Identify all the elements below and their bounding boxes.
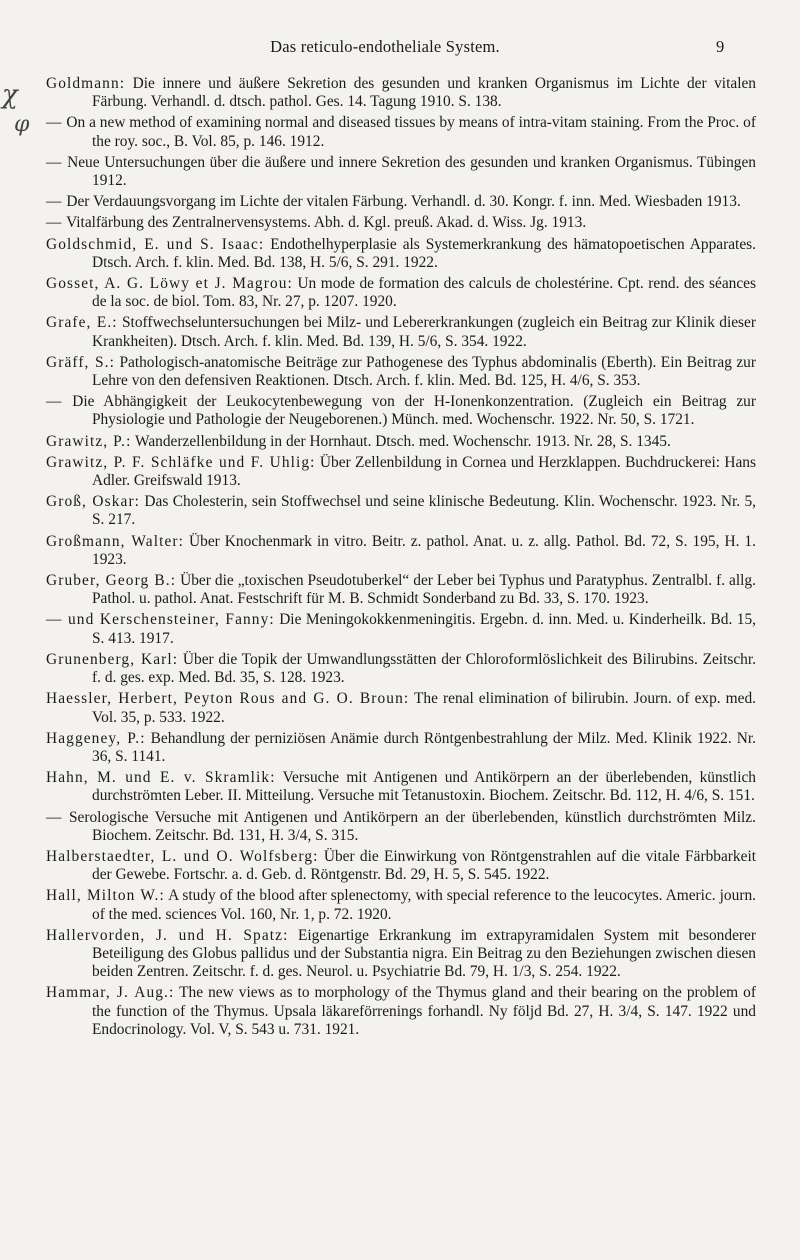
- margin-pencil-mark: χ: [2, 80, 18, 110]
- entry-citation: Die Abhängigkeit der Leukocytenbewegung von der H-Ionenkonzentration. (Zugleich ein Beitrag zur Physiologie und Pathologie der Neugeborenen.) Münch. med. Wochenschr. 1922. Nr. 50, S. 1721.: [72, 393, 756, 429]
- bibliography-entry: [46, 454, 756, 490]
- entry-citation: Wanderzellenbildung in der Hornhaut. Dtsch. med. Wochenschr. 1913. Nr. 28, S. 1345.: [135, 432, 671, 450]
- entry-author: Goldschmid, E. und S. Isaac:: [46, 235, 265, 253]
- entry-author: —: [46, 214, 63, 232]
- entry-author: Hammar, J. Aug.:: [46, 984, 175, 1002]
- entry-author: Hall, Milton W.:: [46, 887, 165, 905]
- entry-citation: A study of the blood after splenectomy, with special reference to the leucocytes. Americ. journ. of the med. sciences Vol. 160, Nr. 1, p. 72. 1920.: [92, 887, 756, 923]
- page-header: [0, 37, 800, 59]
- entry-author: Haessler, Herbert, Peyton Rous and G. O. Broun:: [46, 690, 410, 708]
- bibliography-entry: [46, 887, 756, 923]
- entry-author: —: [46, 808, 63, 826]
- entry-citation: Über die Topik der Umwandlungsstätten der Chloroformlöslichkeit des Bilirubins. Zeitschr. f. d. ges. exp. Med. Bd. 35, S. 128. 1923.: [92, 650, 756, 687]
- entry-citation: Vitalfärbung des Zentralnervensystems. Abh. d. Kgl. preuß. Akad. d. Wiss. Jg. 1913.: [66, 214, 587, 232]
- entry-author: Gräff, S.:: [46, 353, 115, 371]
- bibliography-entry: [46, 848, 756, 884]
- entry-citation: Pathologisch-anatomische Beiträge zur Pathogenese des Typhus abdominalis (Eberth). Ein Beitrag zur Lehre von den defensiven Reaktionen. Dtsch. Arch. f. klin. Med. Bd. 125, H. 4/6, S. 353.: [92, 353, 756, 390]
- entry-author: Groß, Oskar:: [46, 493, 141, 511]
- entry-author: —: [46, 193, 63, 211]
- entry-citation: Endothelhyperplasie als Systemerkrankung des hämatopoetischen Apparates. Dtsch. Arch. f. klin. Med. Bd. 138, H. 5/6, S. 291. 1922.: [92, 235, 756, 271]
- bibliography-entry: [46, 769, 756, 805]
- entry-citation: On a new method of examining normal and diseased tissues by means of intra-vitam staining. From the Proc. of the roy. soc., B. Vol. 85, p. 146. 1912.: [66, 114, 756, 150]
- entry-author: Gosset, A. G. Löwy et J. Magrou:: [46, 275, 293, 293]
- bibliography-entry: [46, 193, 756, 211]
- entry-author: —: [46, 114, 63, 132]
- entry-author: Grafe, E.:: [46, 314, 118, 332]
- entry-citation: Über Zellenbildung in Cornea und Herzklappen. Buchdruckerei: Hans Adler. Greifswald 1913.: [92, 453, 756, 490]
- entry-author: Gruber, Georg B.:: [46, 572, 177, 590]
- entry-citation: Behandlung der perniziösen Anämie durch Röntgenbestrahlung der Milz. Med. Klinik 1922. Nr. 36, S. 1141.: [92, 729, 756, 765]
- entry-citation: Stoffwechseluntersuchungen bei Milz- und Lebererkrankungen (zugleich ein Beitrag zur Klinik dieser Krankheiten). Dtsch. Arch. f. klin. Med. Bd. 139, H. 5/6, S. 354. 1922.: [92, 314, 756, 350]
- entry-citation: Die Meningokokkenmeningitis. Ergebn. d. inn. Med. u. Kinderheilk. Bd. 15, S. 413. 1917.: [92, 611, 756, 647]
- entry-author: —: [46, 153, 63, 171]
- entry-citation: Über Knochenmark in vitro. Beitr. z. pathol. Anat. u. z. allg. Pathol. Bd. 72, S. 195, H. 1. 1923.: [92, 532, 756, 568]
- entry-citation: Versuche mit Antigenen und Antikörpern an der überlebenden, künstlich durchströmten Leber. II. Mitteilung. Versuche mit Tetanustoxin. Biochem. Zeitschr. Bd. 112, H. 4/6, S. 151.: [92, 769, 756, 805]
- bibliography-entry: [46, 314, 756, 350]
- entry-author: Grunenberg, Karl:: [46, 650, 179, 668]
- entry-citation: Der Verdauungsvorgang im Lichte der vitalen Färbung. Verhandl. d. 30. Kongr. f. inn. Med. Wiesbaden 1913.: [66, 193, 741, 211]
- bibliography-entry: [46, 75, 756, 111]
- bibliography-entry: [46, 493, 756, 529]
- entry-citation: The new views as to morphology of the Thymus gland and their bearing on the problem of the function of the Thymus. Upsala läkareförrenings forhandl. Ny följd Bd. 27, H. 3/4, S. 147. 1922 und Endocrinology. Vol. V, S. 543 u. 731. 1921.: [92, 984, 756, 1038]
- bibliography-entry: [46, 214, 756, 232]
- entry-author: —: [46, 393, 63, 411]
- bibliography-entry: [46, 984, 756, 1039]
- bibliography-entry: [46, 236, 756, 272]
- bibliography-entry: [46, 275, 756, 311]
- page-number: 9: [716, 37, 725, 56]
- bibliography-entry: [46, 730, 756, 766]
- bibliography-entry: [46, 690, 756, 726]
- bibliography-entry: [46, 611, 756, 647]
- bibliography-list: [46, 75, 756, 1042]
- margin-pencil-mark: φ: [14, 112, 30, 137]
- entry-author: Grawitz, P. F. Schläfke und F. Uhlig:: [46, 453, 316, 471]
- entry-citation: Eigenartige Erkrankung im extrapyramidalen System mit besonderer Beteiligung des Globus pallidus und der Substantia nigra. Ein Beitrag zu den Beziehungen zwischen diesen beiden Zentren. Zeitschr. f. d. ges. Neurol. u. Psychiatrie Bd. 79, H. 1/3, S. 254. 1922.: [92, 926, 756, 981]
- entry-citation: Das Cholesterin, sein Stoffwechsel und seine klinische Bedeutung. Klin. Wochenschr. 1923. Nr. 5, S. 217.: [92, 493, 756, 529]
- bibliography-entry: [46, 572, 756, 608]
- entry-author: Goldmann:: [46, 75, 126, 92]
- bibliography-entry: [46, 809, 756, 845]
- bibliography-entry: [46, 114, 756, 150]
- entry-citation: The renal elimination of bilirubin. Journ. of exp. med. Vol. 35, p. 533. 1922.: [92, 690, 757, 726]
- entry-citation: Serologische Versuche mit Antigenen und Antikörpern an der überlebenden, künstlich durchströmten Milz. Biochem. Zeitschr. Bd. 131, H. 3/4, S. 315.: [68, 808, 756, 844]
- entry-author: Grawitz, P.:: [46, 432, 132, 450]
- entry-author: Hallervorden, J. und H. Spatz:: [46, 926, 289, 944]
- bibliography-entry: [46, 354, 756, 390]
- entry-citation: Über die „toxischen Pseudotuberkel“ der Leber bei Typhus und Paratyphus. Zentralbl. f. allg. Pathol. u. pathol. Anat. Festschrift für M. B. Schmidt Sonderband zu Bd. 33, S. 170. 1923.: [92, 572, 756, 608]
- bibliography-entry: [46, 927, 756, 982]
- bibliography-entry: [46, 533, 756, 569]
- entry-citation: Neue Untersuchungen über die äußere und innere Sekretion des gesunden und kranken Organismus. Tübingen 1912.: [67, 153, 756, 190]
- bibliography-entry: [46, 651, 756, 687]
- entry-citation: Über die Einwirkung von Röntgenstrahlen auf die vitale Färbbarkeit der Gewebe. Fortschr. a. d. Geb. d. Röntgenstr. Bd. 29, H. 5, S. 545. 1922.: [92, 847, 757, 884]
- entry-author: Haggeney, P.:: [46, 729, 146, 747]
- entry-citation: Die innere und äußere Sekretion des gesunden und kranken Organismus im Lichte der vitalen Färbung. Verhandl. d. dtsch. pathol. Ges. 14. Tagung 1910. S. 138.: [92, 75, 756, 111]
- entry-author: — und Kerschensteiner, Fanny:: [46, 611, 275, 629]
- entry-author: Großmann, Walter:: [46, 532, 185, 550]
- bibliography-entry: [46, 393, 756, 429]
- running-title: Das reticulo-endotheliale System.: [270, 37, 500, 56]
- entry-author: Halberstaedter, L. und O. Wolfsberg:: [46, 847, 319, 865]
- entry-author: Hahn, M. und E. v. Skramlik:: [46, 769, 276, 787]
- bibliography-entry: [46, 433, 756, 451]
- entry-citation: Un mode de formation des calculs de cholestérine. Cpt. rend. des séances de la soc. de biol. Tom. 83, Nr. 27, p. 1207. 1920.: [92, 275, 756, 311]
- bibliography-entry: [46, 154, 756, 190]
